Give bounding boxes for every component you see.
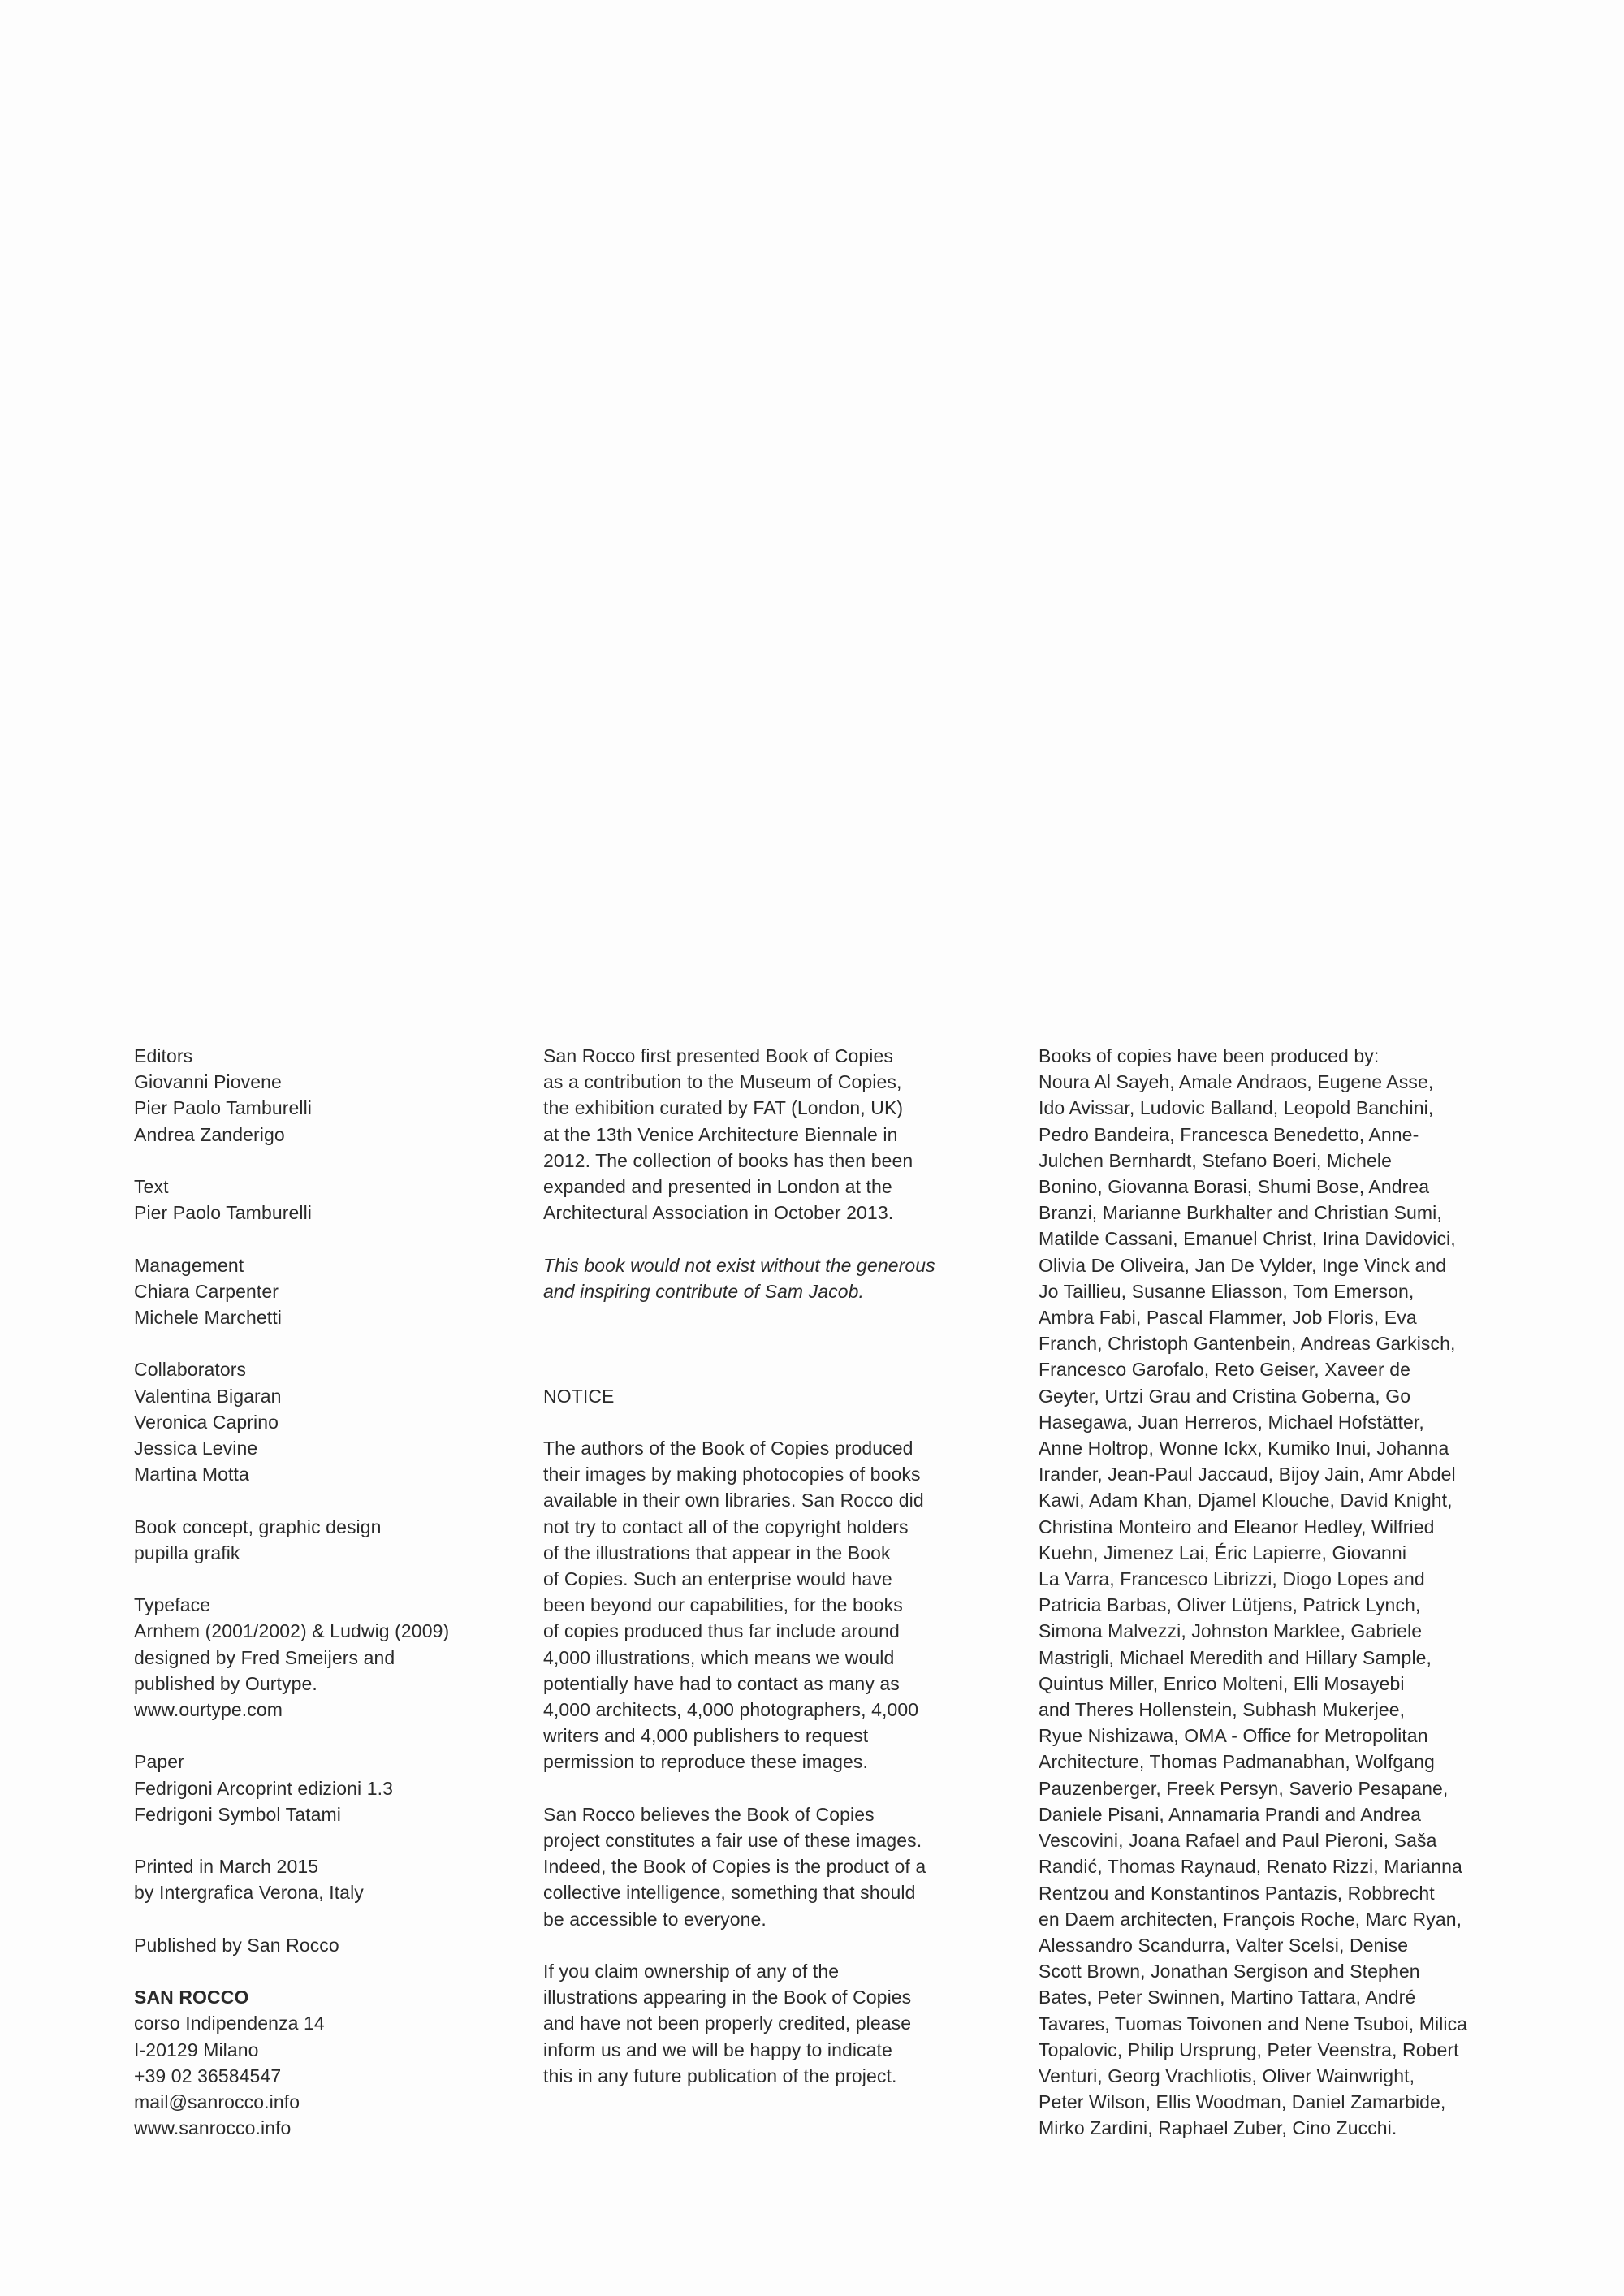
section-heading: Collaborators [134,1359,247,1381]
contributors-line: en Daem architecten, François Roche, Marc Ryan, [1039,1908,1462,1930]
paragraph-line: their images by making photocopies of books [543,1464,921,1485]
spacer [543,1330,998,1382]
contributors-line: Kuehn, Jimenez Lai, Éric Lapierre, Giovanni [1039,1541,1407,1563]
printing-line: Printed in March 2015 [134,1856,319,1878]
designer-name: pupilla grafik [134,1541,240,1563]
paragraph-line: 4,000 illustrations, which means we would [543,1646,895,1668]
contributors-line: Hasegawa, Juan Herreros, Michael Hofstätter, [1039,1411,1424,1433]
phone-number: +39 02 36584547 [134,2065,282,2086]
contributors-line: Julchen Bernhardt, Stefano Boeri, Michele [1039,1149,1392,1171]
text-section [134,1174,516,1226]
contributors-line: Francesco Garofalo, Reto Geiser, Xaveer de [1039,1359,1411,1381]
contributors-line: Tavares, Tuomas Toivonen and Nene Tsuboi, Milica [1039,2013,1468,2034]
contributors-line: Bonino, Giovanna Borasi, Shumi Bose, Andrea [1039,1176,1430,1198]
street-address: corso Indipendenza 14 [134,2013,325,2034]
collaborator-name: Jessica Levine [134,1438,258,1459]
notice-heading-block [543,1383,998,1409]
paragraph-line: potentially have had to contact as many as [543,1672,900,1694]
notice-paragraph-2 [543,1801,998,1932]
contributors-line: Ido Avissar, Ludovic Balland, Leopold Banchini, [1039,1097,1434,1119]
contributors-line: and Theres Hollenstein, Subhash Mukerjee, [1039,1699,1406,1721]
editor-name: Giovanni Piovene [134,1071,282,1093]
author-name: Pier Paolo Tamburelli [134,1202,313,1224]
notice-paragraph-1 [543,1435,998,1775]
contributors-line: Bates, Peter Swinnen, Martino Tattara, André [1039,1987,1416,2008]
contributors-column [1039,1043,1542,2142]
contributors-line: Architecture, Thomas Padmanabhan, Wolfgang [1039,1751,1435,1773]
paragraph-line: not try to contact all of the copyright holders [543,1516,909,1537]
contributors-line: Quintus Miller, Enrico Molteni, Elli Mosayebi [1039,1672,1405,1694]
credits-column [134,1043,516,2168]
section-heading: Editors [134,1045,193,1066]
acknowledgement-line: This book would not exist without the generous [543,1254,935,1276]
acknowledgement-line: and inspiring contribute of Sam Jacob. [543,1280,865,1302]
section-heading: Text [134,1176,169,1197]
paragraph-line: been beyond our capabilities, for the books [543,1594,903,1616]
contributors-line: Scott Brown, Jonathan Sergison and Stephen [1039,1961,1420,1983]
contributors-line: Venturi, Georg Vrachliotis, Oliver Wainwright, [1039,2065,1415,2086]
contributors-line: La Varra, Francesco Librizzi, Diogo Lopes and [1039,1568,1425,1590]
paragraph-line: at the 13th Venice Architecture Biennale in [543,1123,898,1145]
design-section [134,1514,516,1566]
contributors-line: Geyter, Urtzi Grau and Cristina Goberna, Go [1039,1385,1411,1407]
paragraph-line: this in any future publication of the project. [543,2065,897,2086]
paragraph-line: 2012. The collection of books has then been [543,1149,914,1171]
paper-line: Fedrigoni Arcoprint edizioni 1.3 [134,1777,393,1799]
typeface-url: www.ourtype.com [134,1699,283,1720]
paragraph-line: as a contribution to the Museum of Copies, [543,1071,902,1093]
paragraph-line: The authors of the Book of Copies produced [543,1437,914,1459]
contributors-line: Franch, Christoph Gantenbein, Andreas Garkisch, [1039,1333,1456,1355]
paragraph-line: San Rocco believes the Book of Copies [543,1803,875,1825]
contributors-line: Daniele Pisani, Annamaria Prandi and Andrea [1039,1803,1421,1825]
contributors-heading: Books of copies have been produced by: [1039,1045,1380,1066]
acknowledgement [543,1252,998,1304]
collaborator-name: Veronica Caprino [134,1411,279,1433]
paragraph-line: Indeed, the Book of Copies is the product of a [543,1856,926,1878]
paper-section [134,1749,516,1827]
manager-name: Chiara Carpenter [134,1280,279,1302]
editor-name: Andrea Zanderigo [134,1123,285,1145]
intro-paragraph [543,1043,998,1226]
paragraph-line: permission to reproduce these images. [543,1751,869,1773]
typeface-line: designed by Fred Smeijers and [134,1646,395,1668]
contributors-line: Irander, Jean-Paul Jaccaud, Bijoy Jain, Amr Abdel [1039,1464,1456,1485]
contributors-line: Ambra Fabi, Pascal Flammer, Job Floris, Eva [1039,1307,1417,1329]
address-section [134,1984,516,2141]
section-heading: Typeface [134,1594,211,1616]
paragraph-line: be accessible to everyone. [543,1908,767,1930]
paragraph-line: of copies produced thus far include around [543,1620,900,1642]
contributors-line: Noura Al Sayeh, Amale Andraos, Eugene Asse, [1039,1071,1434,1093]
manager-name: Michele Marchetti [134,1307,282,1328]
contributors-line: Ryue Nishizawa, OMA - Office for Metropolitan [1039,1725,1428,1747]
contributors-line: Simona Malvezzi, Johnston Marklee, Gabriele [1039,1620,1423,1642]
contributors-line: Mirko Zardini, Raphael Zuber, Cino Zucchi. [1039,2117,1397,2139]
paragraph-line: and have not been properly credited, please [543,2013,912,2034]
publisher-line: Published by San Rocco [134,1934,339,1956]
contributors-line: Jo Taillieu, Susanne Eliasson, Tom Emerson, [1039,1280,1415,1302]
collaborators-section [134,1356,516,1487]
contributors-line: Rentzou and Konstantinos Pantazis, Robbrecht [1039,1882,1435,1904]
printing-line: by Intergrafica Verona, Italy [134,1882,364,1904]
paragraph-line: of Copies. Such an enterprise would have [543,1568,892,1589]
notice-paragraph-3 [543,1958,998,2089]
contributors-line: Mastrigli, Michael Meredith and Hillary Sample, [1039,1646,1432,1668]
paragraph-line: of the illustrations that appear in the Book [543,1541,891,1563]
contributors-line: Pedro Bandeira, Francesca Benedetto, Anne- [1039,1123,1419,1145]
publisher-section [134,1932,516,1958]
city-postcode: I-20129 Milano [134,2039,259,2060]
paragraph-line: expanded and presented in London at the [543,1176,892,1198]
section-heading: Management [134,1254,244,1276]
paragraph-line: project constitutes a fair use of these images. [543,1830,922,1852]
blank-upper-area [0,0,1624,1015]
contributors-list [1039,1069,1542,2141]
paragraph-line: Architectural Association in October 2013. [543,1202,894,1224]
notice-heading: NOTICE [543,1385,615,1407]
contributors-line: Pauzenberger, Freek Persyn, Saverio Pesapane, [1039,1777,1449,1799]
collaborator-name: Valentina Bigaran [134,1385,282,1407]
paragraph-line: illustrations appearing in the Book of Copies [543,1987,912,2008]
typeface-line: published by Ourtype. [134,1672,317,1694]
typeface-section [134,1592,516,1723]
paragraph-line: writers and 4,000 publishers to request [543,1725,869,1747]
collaborator-name: Martina Motta [134,1464,249,1485]
typeface-line: Arnhem (2001/2002) & Ludwig (2009) [134,1620,450,1642]
email-address: mail@sanrocco.info [134,2091,300,2112]
intro-notice-column [543,1043,998,2115]
contributors-line: Kawi, Adam Khan, Djamel Klouche, David Knight, [1039,1490,1453,1511]
management-section [134,1252,516,1331]
website-url: www.sanrocco.info [134,2117,292,2139]
paper-line: Fedrigoni Symbol Tatami [134,1803,341,1825]
contributors-line: Christina Monteiro and Eleanor Hedley, Wilfried [1039,1516,1435,1537]
paragraph-line: the exhibition curated by FAT (London, UK) [543,1097,904,1119]
editor-name: Pier Paolo Tamburelli [134,1097,313,1119]
paragraph-line: inform us and we will be happy to indicate [543,2039,892,2060]
paragraph-line: collective intelligence, something that should [543,1882,916,1904]
contributors-line: Branzi, Marianne Burkhalter and Christian Sumi, [1039,1202,1442,1224]
contributors-line: Patricia Barbas, Oliver Lütjens, Patrick Lynch, [1039,1594,1421,1616]
contributors-line: Peter Wilson, Ellis Woodman, Daniel Zamarbide, [1039,2091,1446,2113]
paragraph-line: 4,000 architects, 4,000 photographers, 4,000 [543,1699,919,1721]
contributors-line: Randić, Thomas Raynaud, Renato Rizzi, Marianna [1039,1856,1462,1878]
section-heading: Book concept, graphic design [134,1516,382,1537]
printing-section [134,1853,516,1905]
contributors-line: Anne Holtrop, Wonne Ickx, Kumiko Inui, Johanna [1039,1438,1449,1459]
contributors-line: Vescovini, Joana Rafael and Paul Pieroni, Saša [1039,1830,1437,1852]
paragraph-line: San Rocco first presented Book of Copies [543,1045,894,1066]
contributors-line: Olivia De Oliveira, Jan De Vylder, Inge Vinck and [1039,1254,1447,1276]
paragraph-line: If you claim ownership of any of the [543,1961,840,1983]
paragraph-line: available in their own libraries. San Rocco did [543,1490,924,1511]
editors-section [134,1043,516,1148]
contributors-line: Matilde Cassani, Emanuel Christ, Irina Davidovici, [1039,1228,1456,1250]
section-heading: Paper [134,1751,184,1773]
contributors-line: Topalovic, Philip Ursprung, Peter Veenstra, Robert [1039,2039,1459,2060]
contributors-line: Alessandro Scandurra, Valter Scelsi, Denise [1039,1934,1409,1956]
publisher-name: SAN ROCCO [134,1987,249,2008]
